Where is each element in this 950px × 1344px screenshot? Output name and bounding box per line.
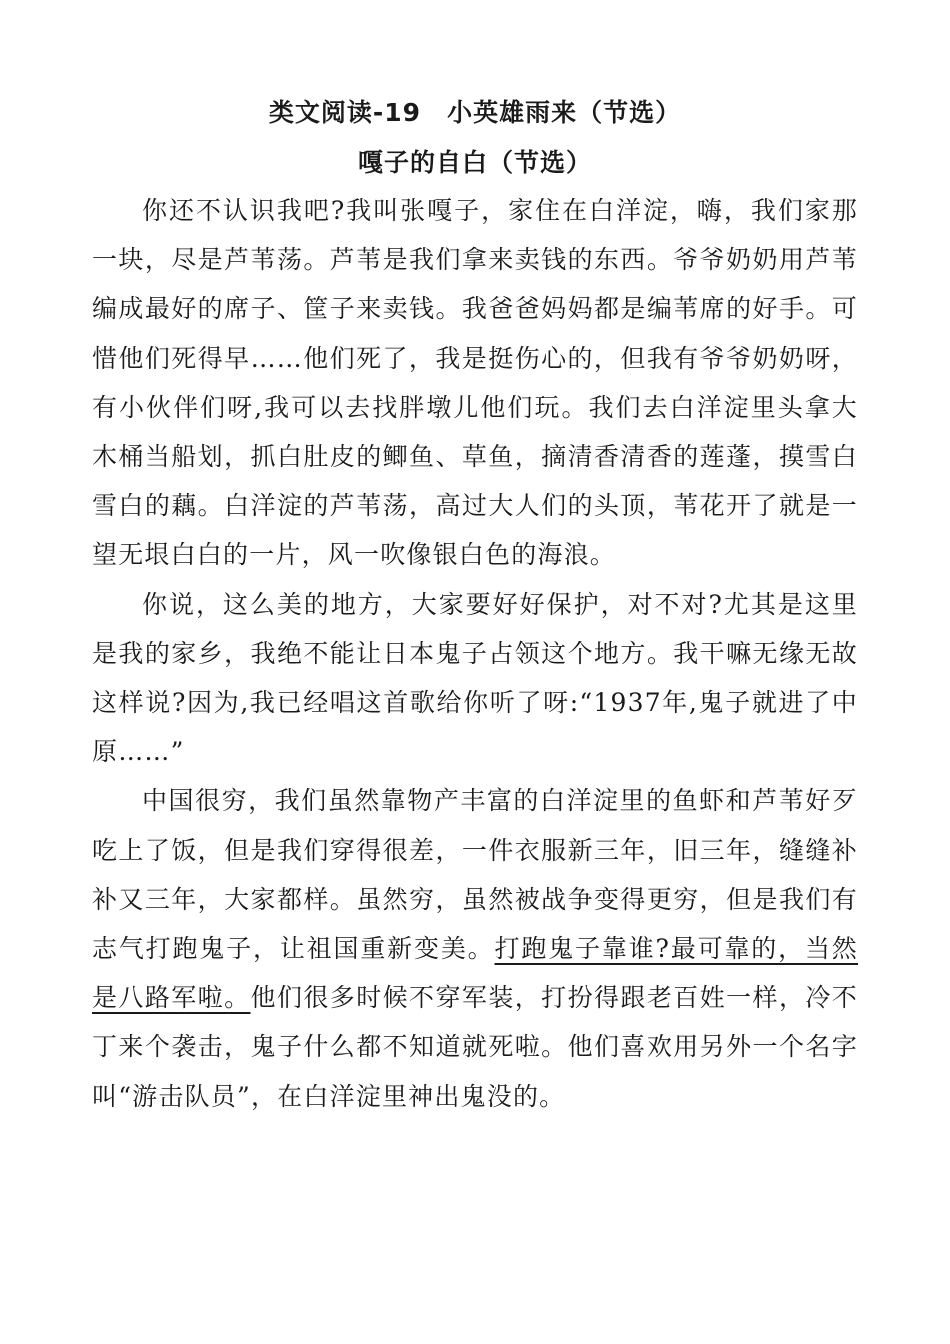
document-title: 类文阅读-19 小英雄雨来（节选） [268,98,682,127]
paragraph-2: 你说，这么美的地方，大家要好好保护，对不对?尤其是这里是我的家乡，我绝不能让日本鬼子占领这个地方。我干嘛无缘无故这样说?因为,我已经唱这首歌给你听了呀:“1937年,鬼子就进了中原……” [92,589,858,767]
paragraph-1: 你还不认识我吧?我叫张嘎子，家住在白洋淀，嗨，我们家那一块，尽是芦苇荡。芦苇是我们拿来卖钱的东西。爷爷奶奶用芦苇编成最好的席子、筐子来卖钱。我爸爸妈妈都是编苇席的好手。可惜他们死得早……他们死了，我是挺伤心的，但我有爷爷奶奶呀，有小伙伴们呀,我可以去找胖墩儿他们玩。我们去白洋淀里头拿大木桶当船划，抓白肚皮的鲫鱼、草鱼，摘清香清香的莲蓬，摸雪白雪白的藕。白洋淀的芦苇荡，高过大人们的头顶，苇花开了就是一望无垠白白的一片，风一吹像银白色的海浪。 [92,196,858,570]
underlined-sentence: 打跑鬼子靠谁?最可靠的，当然是八路军啦。 [92,934,858,1013]
paragraph-3-text-start: 中国很穷，我们虽然靠物产丰富的白洋淀里的鱼虾和芦苇好歹吃上了饭，但是我们穿得很差，一件衣服新三年，旧三年，缝缝补补又三年，大家都样。虽然穷，虽然被战争变得更穷，但是我们有志气打跑鬼子，让祖国重新变美。 [92,786,858,964]
document-body [92,96,858,1121]
paragraph-3-text-end: 他们很多时候不穿军装，打扮得跟老百姓一样，冷不丁来个袭击，鬼子什么都不知道就死啦。他们喜欢用另外一个名字叫“游击队员”，在白洋淀里神出鬼没的。 [92,983,858,1111]
paragraph-3 [92,776,858,1120]
document-subtitle: 嘎子的自白（节选） [357,148,592,177]
